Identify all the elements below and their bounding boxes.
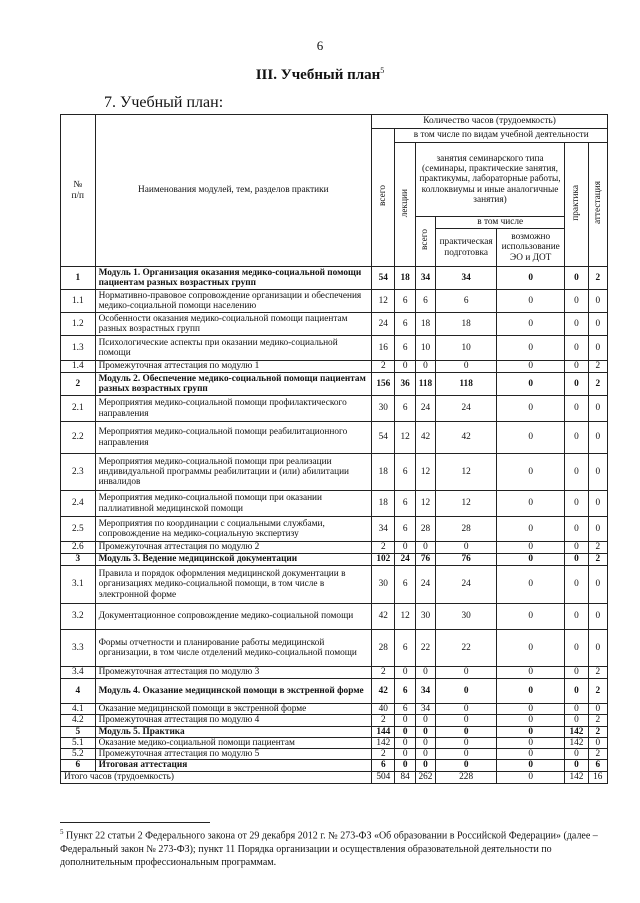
cell-eo: 0 bbox=[497, 566, 565, 604]
cell-eo: 0 bbox=[497, 679, 565, 704]
cell-sem: 28 bbox=[415, 517, 435, 542]
total-label: Итого часов (трудоемкость) bbox=[61, 771, 372, 783]
cell-num: 4.1 bbox=[61, 704, 96, 715]
cell-sem: 12 bbox=[415, 491, 435, 517]
cell-name: Оказание медико-социальной помощи пациентам bbox=[95, 737, 372, 748]
cell-eo: 0 bbox=[497, 267, 565, 290]
cell-att: 2 bbox=[588, 726, 607, 737]
cell-sem: 0 bbox=[415, 737, 435, 748]
cell-pp: 0 bbox=[436, 667, 497, 679]
cell-num: 5 bbox=[61, 726, 96, 737]
header-num: № п/п bbox=[61, 115, 96, 267]
header-practice: практика bbox=[565, 143, 588, 267]
cell-pr: 0 bbox=[565, 361, 588, 373]
cell-num: 3.3 bbox=[61, 630, 96, 667]
cell-eo: 0 bbox=[497, 290, 565, 313]
table-row bbox=[61, 361, 608, 373]
cell-lect: 0 bbox=[395, 726, 415, 737]
cell-sem: 0 bbox=[415, 542, 435, 554]
table-row bbox=[61, 491, 608, 517]
footnote-ref: 5 bbox=[380, 66, 385, 75]
cell-att: 2 bbox=[588, 679, 607, 704]
cell-name: Промежуточная аттестация по модулю 5 bbox=[95, 749, 372, 760]
table-row bbox=[61, 422, 608, 454]
cell-eo: 0 bbox=[497, 704, 565, 715]
cell-att: 2 bbox=[588, 749, 607, 760]
cell-num: 1.4 bbox=[61, 361, 96, 373]
cell-eo: 0 bbox=[497, 737, 565, 748]
footnote-mark: 5 bbox=[60, 828, 64, 836]
table-row bbox=[61, 667, 608, 679]
total-eo: 0 bbox=[497, 771, 565, 783]
table-row bbox=[61, 542, 608, 554]
cell-eo: 0 bbox=[497, 554, 565, 566]
cell-pr: 142 bbox=[565, 726, 588, 737]
cell-lect: 6 bbox=[395, 290, 415, 313]
footnote-text: Пункт 22 статьи 2 Федерального закона от 29 декабря 2012 г. № 273-ФЗ «Об образовании в Российской Федерации» (далее – Федеральный закон № 273-ФЗ); пункт 11 Порядка организации и осуществления образовательной деятельности по дополнительным профессиональным программам. bbox=[60, 830, 598, 869]
cell-att: 0 bbox=[588, 566, 607, 604]
cell-name: Оказание медицинской помощи в экстренной форме bbox=[95, 704, 372, 715]
cell-pr: 0 bbox=[565, 491, 588, 517]
cell-pr: 0 bbox=[565, 554, 588, 566]
table-row bbox=[61, 313, 608, 336]
cell-att: 0 bbox=[588, 704, 607, 715]
cell-pp: 0 bbox=[436, 749, 497, 760]
table-row bbox=[61, 737, 608, 748]
cell-sem: 76 bbox=[415, 554, 435, 566]
header-lectures: лекции bbox=[395, 143, 415, 267]
cell-sem: 10 bbox=[415, 336, 435, 361]
header-seminar: занятия семинарского типа (семинары, практические занятия, практикумы, лабораторные работы, коллоквиумы и иные аналогичные занятия) bbox=[415, 143, 564, 217]
cell-pr: 0 bbox=[565, 517, 588, 542]
cell-total: 18 bbox=[372, 454, 395, 491]
cell-total: 18 bbox=[372, 491, 395, 517]
cell-name: Психологические аспекты при оказании медико-социальной помощи bbox=[95, 336, 372, 361]
cell-att: 0 bbox=[588, 604, 607, 630]
cell-name: Мероприятия медико-социальной помощи профилактического направления bbox=[95, 396, 372, 422]
cell-name: Модуль 5. Практика bbox=[95, 726, 372, 737]
cell-total: 142 bbox=[372, 737, 395, 748]
cell-pr: 0 bbox=[565, 566, 588, 604]
cell-pr: 0 bbox=[565, 313, 588, 336]
cell-att: 0 bbox=[588, 422, 607, 454]
cell-pr: 0 bbox=[565, 422, 588, 454]
cell-pp: 0 bbox=[436, 715, 497, 726]
cell-eo: 0 bbox=[497, 373, 565, 396]
cell-num: 1.3 bbox=[61, 336, 96, 361]
cell-total: 2 bbox=[372, 715, 395, 726]
cell-pr: 0 bbox=[565, 336, 588, 361]
cell-lect: 0 bbox=[395, 737, 415, 748]
cell-sem: 30 bbox=[415, 604, 435, 630]
page-number: 6 bbox=[316, 38, 324, 53]
cell-num: 3 bbox=[61, 554, 96, 566]
cell-pp: 34 bbox=[436, 267, 497, 290]
cell-sem: 24 bbox=[415, 566, 435, 604]
cell-lect: 24 bbox=[395, 554, 415, 566]
cell-lect: 36 bbox=[395, 373, 415, 396]
cell-att: 0 bbox=[588, 491, 607, 517]
cell-att: 2 bbox=[588, 715, 607, 726]
total-row bbox=[61, 771, 608, 783]
cell-pp: 24 bbox=[436, 396, 497, 422]
header-name: Наименования модулей, тем, разделов практики bbox=[95, 115, 372, 267]
cell-att: 2 bbox=[588, 667, 607, 679]
cell-lect: 0 bbox=[395, 361, 415, 373]
table-row bbox=[61, 726, 608, 737]
cell-total: 2 bbox=[372, 361, 395, 373]
cell-pr: 0 bbox=[565, 630, 588, 667]
cell-pp: 22 bbox=[436, 630, 497, 667]
table-row bbox=[61, 760, 608, 771]
cell-att: 2 bbox=[588, 373, 607, 396]
cell-sem: 18 bbox=[415, 313, 435, 336]
cell-pr: 142 bbox=[565, 737, 588, 748]
cell-name: Промежуточная аттестация по модулю 4 bbox=[95, 715, 372, 726]
cell-sem: 42 bbox=[415, 422, 435, 454]
cell-lect: 0 bbox=[395, 760, 415, 771]
cell-num: 5.2 bbox=[61, 749, 96, 760]
cell-total: 30 bbox=[372, 396, 395, 422]
cell-lect: 0 bbox=[395, 715, 415, 726]
cell-lect: 18 bbox=[395, 267, 415, 290]
cell-total: 16 bbox=[372, 336, 395, 361]
cell-eo: 0 bbox=[497, 749, 565, 760]
cell-sem: 34 bbox=[415, 679, 435, 704]
cell-att: 2 bbox=[588, 267, 607, 290]
cell-att: 0 bbox=[588, 336, 607, 361]
cell-name: Документационное сопровождение медико-социальной помощи bbox=[95, 604, 372, 630]
header-by-type: в том числе по видам учебной деятельности bbox=[395, 129, 608, 143]
footnote-separator bbox=[60, 822, 210, 823]
cell-name: Модуль 1. Организация оказания медико-социальной помощи пациентам разных возрастных групп bbox=[95, 267, 372, 290]
cell-name: Промежуточная аттестация по модулю 3 bbox=[95, 667, 372, 679]
cell-sem: 34 bbox=[415, 267, 435, 290]
table-row bbox=[61, 373, 608, 396]
cell-pr: 0 bbox=[565, 760, 588, 771]
cell-att: 0 bbox=[588, 454, 607, 491]
cell-pp: 12 bbox=[436, 454, 497, 491]
table-row bbox=[61, 604, 608, 630]
cell-pr: 0 bbox=[565, 679, 588, 704]
cell-sem: 12 bbox=[415, 454, 435, 491]
cell-num: 2.5 bbox=[61, 517, 96, 542]
cell-eo: 0 bbox=[497, 542, 565, 554]
cell-lect: 6 bbox=[395, 313, 415, 336]
cell-sem: 6 bbox=[415, 290, 435, 313]
table-row bbox=[61, 554, 608, 566]
cell-total: 54 bbox=[372, 422, 395, 454]
cell-num: 6 bbox=[61, 760, 96, 771]
cell-lect: 6 bbox=[395, 396, 415, 422]
cell-lect: 6 bbox=[395, 517, 415, 542]
cell-name: Мероприятия медико-социальной помощи реабилитационного направления bbox=[95, 422, 372, 454]
cell-pp: 0 bbox=[436, 737, 497, 748]
cell-pp: 10 bbox=[436, 336, 497, 361]
cell-eo: 0 bbox=[497, 454, 565, 491]
cell-lect: 12 bbox=[395, 422, 415, 454]
cell-name: Формы отчетности и планирование работы медицинской организации, в том числе отделений медико-социальной помощи bbox=[95, 630, 372, 667]
cell-pp: 12 bbox=[436, 491, 497, 517]
cell-lect: 12 bbox=[395, 604, 415, 630]
cell-num: 3.4 bbox=[61, 667, 96, 679]
cell-eo: 0 bbox=[497, 760, 565, 771]
cell-total: 6 bbox=[372, 760, 395, 771]
cell-total: 54 bbox=[372, 267, 395, 290]
cell-att: 6 bbox=[588, 760, 607, 771]
cell-num: 2.1 bbox=[61, 396, 96, 422]
cell-pr: 0 bbox=[565, 542, 588, 554]
cell-pp: 42 bbox=[436, 422, 497, 454]
cell-pr: 0 bbox=[565, 454, 588, 491]
cell-total: 42 bbox=[372, 679, 395, 704]
cell-att: 0 bbox=[588, 313, 607, 336]
cell-sem: 24 bbox=[415, 396, 435, 422]
header-incl: в том числе bbox=[436, 217, 565, 229]
section-title bbox=[0, 66, 640, 84]
cell-num: 1 bbox=[61, 267, 96, 290]
cell-total: 28 bbox=[372, 630, 395, 667]
cell-pp: 0 bbox=[436, 361, 497, 373]
cell-sem: 0 bbox=[415, 361, 435, 373]
cell-lect: 0 bbox=[395, 749, 415, 760]
section-title-text: III. Учебный план bbox=[255, 67, 381, 83]
subsection-title: 7. Учебный план: bbox=[104, 94, 224, 111]
cell-num: 1.2 bbox=[61, 313, 96, 336]
cell-total: 2 bbox=[372, 667, 395, 679]
cell-att: 0 bbox=[588, 737, 607, 748]
cell-sem: 118 bbox=[415, 373, 435, 396]
table-row bbox=[61, 749, 608, 760]
cell-eo: 0 bbox=[497, 361, 565, 373]
cell-num: 2.4 bbox=[61, 491, 96, 517]
cell-num: 1.1 bbox=[61, 290, 96, 313]
cell-eo: 0 bbox=[497, 396, 565, 422]
total-sem: 262 bbox=[415, 771, 435, 783]
cell-name: Особенности оказания медико-социальной помощи пациентам разных возрастных групп bbox=[95, 313, 372, 336]
table-row bbox=[61, 679, 608, 704]
total-pr: 142 bbox=[565, 771, 588, 783]
cell-name: Промежуточная аттестация по модулю 2 bbox=[95, 542, 372, 554]
cell-eo: 0 bbox=[497, 313, 565, 336]
table-row bbox=[61, 517, 608, 542]
cell-pp: 28 bbox=[436, 517, 497, 542]
header-hours-total: Количество часов (трудоемкость) bbox=[372, 115, 608, 129]
table-row bbox=[61, 715, 608, 726]
curriculum-table bbox=[60, 114, 608, 784]
cell-lect: 6 bbox=[395, 336, 415, 361]
cell-att: 2 bbox=[588, 554, 607, 566]
cell-total: 40 bbox=[372, 704, 395, 715]
cell-num: 2.2 bbox=[61, 422, 96, 454]
cell-total: 24 bbox=[372, 313, 395, 336]
cell-total: 2 bbox=[372, 749, 395, 760]
cell-name: Промежуточная аттестация по модулю 1 bbox=[95, 361, 372, 373]
cell-pp: 24 bbox=[436, 566, 497, 604]
cell-name: Модуль 2. Обеспечение медико-социальной помощи пациентам разных возрастных групп bbox=[95, 373, 372, 396]
cell-lect: 0 bbox=[395, 667, 415, 679]
cell-sem: 0 bbox=[415, 715, 435, 726]
table-row bbox=[61, 267, 608, 290]
cell-pr: 0 bbox=[565, 290, 588, 313]
cell-num: 2.3 bbox=[61, 454, 96, 491]
cell-eo: 0 bbox=[497, 491, 565, 517]
cell-att: 0 bbox=[588, 517, 607, 542]
table-row bbox=[61, 336, 608, 361]
cell-num: 4 bbox=[61, 679, 96, 704]
cell-sem: 0 bbox=[415, 749, 435, 760]
cell-num: 3.1 bbox=[61, 566, 96, 604]
cell-pr: 0 bbox=[565, 704, 588, 715]
cell-att: 0 bbox=[588, 630, 607, 667]
cell-eo: 0 bbox=[497, 726, 565, 737]
cell-lect: 6 bbox=[395, 454, 415, 491]
cell-name: Правила и порядок оформления медицинской документации в организациях медико-социальной помощи, в том числе в электронной форме bbox=[95, 566, 372, 604]
cell-eo: 0 bbox=[497, 604, 565, 630]
table-row bbox=[61, 566, 608, 604]
cell-lect: 6 bbox=[395, 704, 415, 715]
header-total: всего bbox=[372, 129, 395, 267]
cell-att: 0 bbox=[588, 290, 607, 313]
cell-num: 2 bbox=[61, 373, 96, 396]
table-row bbox=[61, 396, 608, 422]
cell-name: Нормативно-правовое сопровождение организации и обеспечения медико-социальной помощи населению bbox=[95, 290, 372, 313]
total-lect: 84 bbox=[395, 771, 415, 783]
total-total: 504 bbox=[372, 771, 395, 783]
footnote bbox=[60, 826, 618, 870]
cell-lect: 0 bbox=[395, 542, 415, 554]
cell-lect: 6 bbox=[395, 679, 415, 704]
cell-pp: 0 bbox=[436, 542, 497, 554]
cell-total: 30 bbox=[372, 566, 395, 604]
cell-total: 2 bbox=[372, 542, 395, 554]
cell-eo: 0 bbox=[497, 422, 565, 454]
cell-pp: 0 bbox=[436, 704, 497, 715]
header-eo-dot: возможно использование ЭО и ДОТ bbox=[497, 229, 565, 267]
cell-total: 144 bbox=[372, 726, 395, 737]
total-pp: 228 bbox=[436, 771, 497, 783]
cell-num: 4.2 bbox=[61, 715, 96, 726]
cell-pp: 18 bbox=[436, 313, 497, 336]
cell-eo: 0 bbox=[497, 630, 565, 667]
cell-lect: 6 bbox=[395, 566, 415, 604]
table-row bbox=[61, 704, 608, 715]
cell-pr: 0 bbox=[565, 604, 588, 630]
cell-num: 5.1 bbox=[61, 737, 96, 748]
cell-name: Мероприятия медико-социальной помощи при оказании паллиативной медицинской помощи bbox=[95, 491, 372, 517]
cell-sem: 0 bbox=[415, 760, 435, 771]
table-row bbox=[61, 454, 608, 491]
table-row bbox=[61, 630, 608, 667]
total-att: 16 bbox=[588, 771, 607, 783]
header-practical-training: практическая подготовка bbox=[436, 229, 497, 267]
cell-sem: 0 bbox=[415, 667, 435, 679]
cell-eo: 0 bbox=[497, 715, 565, 726]
cell-pp: 0 bbox=[436, 726, 497, 737]
cell-pr: 0 bbox=[565, 667, 588, 679]
cell-pr: 0 bbox=[565, 749, 588, 760]
cell-total: 34 bbox=[372, 517, 395, 542]
cell-pp: 6 bbox=[436, 290, 497, 313]
cell-name: Модуль 4. Оказание медицинской помощи в экстренной форме bbox=[95, 679, 372, 704]
cell-lect: 6 bbox=[395, 491, 415, 517]
cell-name: Мероприятия по координации с социальными службами, сопровождение на медико-социальную экспертизу bbox=[95, 517, 372, 542]
cell-pp: 0 bbox=[436, 679, 497, 704]
table-row bbox=[61, 290, 608, 313]
cell-total: 12 bbox=[372, 290, 395, 313]
cell-sem: 0 bbox=[415, 726, 435, 737]
cell-lect: 6 bbox=[395, 630, 415, 667]
cell-att: 2 bbox=[588, 361, 607, 373]
cell-total: 102 bbox=[372, 554, 395, 566]
cell-sem: 34 bbox=[415, 704, 435, 715]
cell-eo: 0 bbox=[497, 517, 565, 542]
cell-sem: 22 bbox=[415, 630, 435, 667]
cell-att: 0 bbox=[588, 396, 607, 422]
cell-pp: 0 bbox=[436, 760, 497, 771]
header-attestation: аттестация bbox=[588, 143, 607, 267]
cell-pp: 76 bbox=[436, 554, 497, 566]
cell-pr: 0 bbox=[565, 373, 588, 396]
cell-eo: 0 bbox=[497, 336, 565, 361]
cell-pr: 0 bbox=[565, 715, 588, 726]
header-seminar-total: всего bbox=[415, 217, 435, 267]
cell-pr: 0 bbox=[565, 396, 588, 422]
cell-num: 3.2 bbox=[61, 604, 96, 630]
cell-pp: 30 bbox=[436, 604, 497, 630]
cell-eo: 0 bbox=[497, 667, 565, 679]
cell-name: Итоговая аттестация bbox=[95, 760, 372, 771]
cell-total: 156 bbox=[372, 373, 395, 396]
cell-pp: 118 bbox=[436, 373, 497, 396]
cell-name: Модуль 3. Ведение медицинской документации bbox=[95, 554, 372, 566]
cell-name: Мероприятия медико-социальной помощи при реализации индивидуальной программы реабилитации и (или) абилитации инвалидов bbox=[95, 454, 372, 491]
cell-pr: 0 bbox=[565, 267, 588, 290]
cell-num: 2.6 bbox=[61, 542, 96, 554]
cell-att: 2 bbox=[588, 542, 607, 554]
cell-total: 42 bbox=[372, 604, 395, 630]
